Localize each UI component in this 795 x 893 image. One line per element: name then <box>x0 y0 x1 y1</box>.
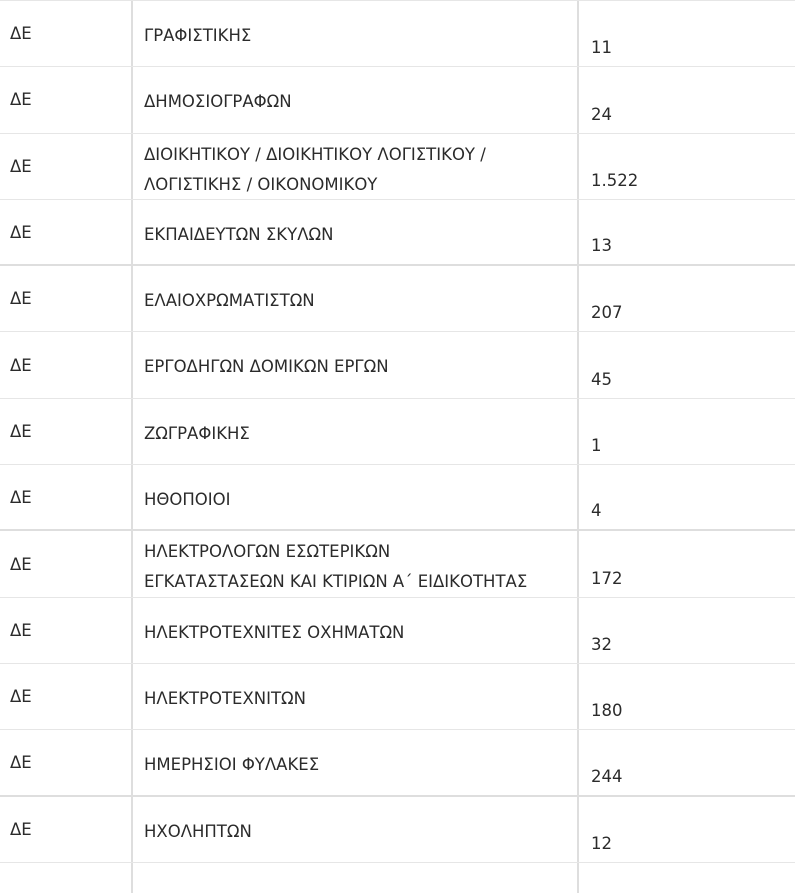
table-row <box>0 797 795 863</box>
category-cell: ΔΕ <box>0 332 133 397</box>
specialty-cell <box>133 730 579 794</box>
category-cell: ΔΕ <box>0 730 133 794</box>
count-cell: 172 <box>591 568 623 588</box>
count-cell: 24 <box>591 104 612 124</box>
specialty-line: ΗΛΕΚΤΡΟΤΕΧΝΙΤΩΝ <box>144 688 307 708</box>
specialty-cell <box>133 200 579 264</box>
specialty-cell <box>133 134 579 199</box>
specialty-cell <box>133 863 579 893</box>
count-cell: 180 <box>591 701 623 721</box>
specialty-cell <box>133 598 579 663</box>
category-cell: ΔΕ <box>0 531 133 596</box>
table-row <box>0 465 795 531</box>
count-cell <box>579 863 795 893</box>
specialty-line: ΗΛΕΚΤΡΟΤΕΧΝΙΤΕΣ ΟΧΗΜΑΤΩΝ <box>144 622 405 642</box>
specialty-line: ΕΡΓΟΔΗΓΩΝ ΔΟΜΙΚΩΝ ΕΡΓΩΝ <box>144 357 389 377</box>
category-cell: ΔΕ <box>0 200 133 264</box>
table-row <box>0 399 795 465</box>
specialty-cell <box>133 664 579 729</box>
count-cell: 207 <box>591 303 623 323</box>
specialty-line: ΔΗΜΟΣΙΟΓΡΑΦΩΝ <box>144 92 292 112</box>
table-row <box>0 1 795 67</box>
table-row <box>0 266 795 332</box>
specialty-line: ΗΜΕΡΗΣΙΟΙ ΦΥΛΑΚΕΣ <box>144 755 320 775</box>
table-row <box>0 134 795 200</box>
category-cell: ΔΕ <box>0 266 133 331</box>
table-row <box>0 200 795 266</box>
table-row <box>0 598 795 664</box>
count-cell: 13 <box>591 236 612 256</box>
category-cell: ΔΕ <box>0 797 133 862</box>
count-cell: 1.522 <box>591 170 639 190</box>
table-row <box>0 531 795 597</box>
specialty-line: ΛΟΓΙΣΤΙΚΗΣ / ΟΙΚΟΝΟΜΙΚΟΥ <box>144 174 378 194</box>
specialty-cell <box>133 332 579 397</box>
specialty-line: ΕΚΠΑΙΔΕΥΤΩΝ ΣΚΥΛΩΝ <box>144 224 334 244</box>
count-cell: 4 <box>591 501 602 521</box>
category-cell: ΔΕ <box>0 465 133 529</box>
table-row <box>0 730 795 796</box>
specialty-line: ΗΛΕΚΤΡΟΛΟΓΩΝ ΕΣΩΤΕΡΙΚΩΝ <box>144 542 391 562</box>
specialty-line: ΕΛΑΙΟΧΡΩΜΑΤΙΣΤΩΝ <box>144 291 315 311</box>
category-cell: ΔΕ <box>0 664 133 729</box>
count-cell: 32 <box>591 634 612 654</box>
specialty-cell <box>133 67 579 132</box>
specialty-cell <box>133 399 579 464</box>
count-cell: 45 <box>591 369 612 389</box>
specialty-line: ΗΘΟΠΟΙΟΙ <box>144 490 231 510</box>
table-row-partial <box>0 863 795 893</box>
category-cell: ΔΕ <box>0 598 133 663</box>
specialty-line: ΔΙΟΙΚΗΤΙΚΟΥ / ΔΙΟΙΚΗΤΙΚΟΥ ΛΟΓΙΣΤΙΚΟΥ / <box>144 144 486 164</box>
table-row <box>0 67 795 133</box>
count-cell: 12 <box>591 833 612 853</box>
specialty-line: ΖΩΓΡΑΦΙΚΗΣ <box>144 423 250 443</box>
category-cell <box>0 863 133 893</box>
specialty-cell <box>133 797 579 862</box>
specialty-cell <box>133 531 579 596</box>
category-cell: ΔΕ <box>0 1 133 66</box>
specialty-cell <box>133 1 579 66</box>
category-cell: ΔΕ <box>0 134 133 199</box>
table-row <box>0 332 795 398</box>
table-row <box>0 664 795 730</box>
specialty-line: ΓΡΑΦΙΣΤΙΚΗΣ <box>144 26 252 45</box>
category-cell: ΔΕ <box>0 67 133 132</box>
specialty-line: ΗΧΟΛΗΠΤΩΝ <box>144 821 252 841</box>
count-cell: 244 <box>591 766 623 786</box>
category-cell: ΔΕ <box>0 399 133 464</box>
specialty-cell <box>133 266 579 331</box>
specialty-line: ΕΓΚΑΤΑΣΤΑΣΕΩΝ ΚΑΙ ΚΤΙΡΙΩΝ Α΄ ΕΙΔΙΚΟΤΗΤΑΣ <box>144 572 528 592</box>
count-cell: 1 <box>591 436 602 456</box>
count-cell: 11 <box>591 38 612 58</box>
specialty-cell <box>133 465 579 529</box>
